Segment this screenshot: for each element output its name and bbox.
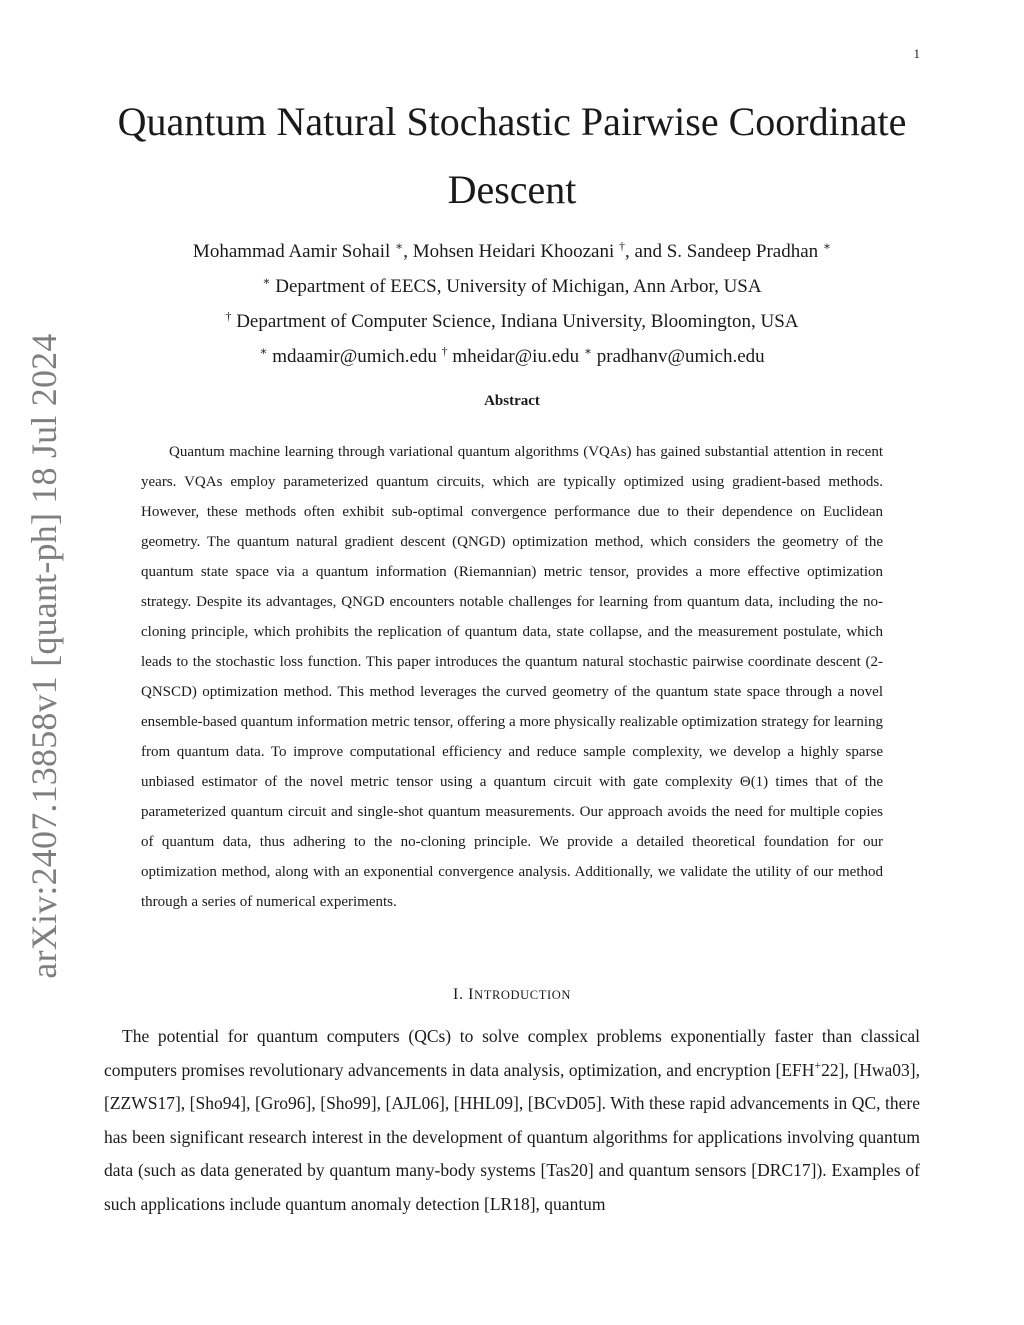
paper-title: Quantum Natural Stochastic Pairwise Coordinate Descent — [117, 99, 907, 212]
affiliation-mark: ∗ — [395, 239, 404, 253]
page-number: 1 — [913, 46, 920, 61]
section-heading-introduction — [104, 986, 920, 1004]
affiliation-mark: ∗ — [262, 274, 271, 288]
affiliation-mark: † — [225, 309, 232, 323]
section-numeral: I. — [453, 986, 469, 1003]
email-text: mdaamir@umich.edu — [267, 346, 442, 367]
author-list — [104, 234, 920, 269]
abstract-body: Quantum machine learning through variational quantum algorithms (VQAs) has gained substantial attention in recent years. VQAs employ parameterized quantum circuits, which are typically optimized using gradient-based methods. However, these methods often exhibit sub-optimal convergence performance due to their dependence on Euclidean geometry. The quantum natural gradient descent (QNGD) optimization method, which considers the geometry of the quantum state space via a quantum information (Riemannian) metric tensor, provides a more effective optimization strategy. Despite its advantages, QNGD encounters notable challenges for learning from quantum data, including the no-cloning principle, which prohibits the replication of quantum data, state collapse, and the measurement postulate, which leads to the stochastic loss function. This paper introduces the quantum natural stochastic pairwise coordinate descent (2-QNSCD) optimization method. This method leverages the curved geometry of the quantum state space through a novel ensemble-based quantum information metric tensor, offering a more physically realizable optimization strategy for learning from quantum data. To improve computational efficiency and reduce sample complexity, we develop a highly sparse unbiased estimator of the novel metric tensor using a quantum circuit with gate complexity Θ(1) times that of the parameterized quantum circuit and single-shot quantum measurements. Our approach avoids the need for multiple copies of quantum data, thus adhering to the no-cloning principle. We provide a detailed theoretical foundation for our optimization method, along with an exponential convergence analysis. Additionally, we validate the utility of our method through a series of numerical experiments. — [141, 444, 883, 910]
arxiv-identifier-stamp: arXiv:2407.13858v1 [quant-ph] 18 Jul 2024 — [24, 333, 64, 979]
email-line — [104, 339, 920, 374]
affiliation-text: Department of EECS, University of Michigan, Ann Arbor, USA — [270, 276, 762, 297]
author-block — [104, 234, 920, 374]
affiliation-mark: ∗ — [822, 239, 832, 253]
intro-text-part2: 22], [Hwa03], [ZZWS17], [Sho94], [Gro96], [Sho99], [AJL06], [HHL09], [BCvD05]. With these rapid advancements in QC, there has been significant research interest in the development of quantum algorithms for applications involving quantum data (such as data generated by quantum many-body systems [Tas20] and quantum sensors [DRC17]). Examples of such applications include quantum anomaly detection [LR18], quantum — [104, 1059, 920, 1214]
section-title-rest: NTRODUCTION — [474, 988, 571, 1002]
author-name: , Mohsen Heidari Khoozani — [403, 241, 620, 262]
affiliation-text: Department of Computer Science, Indiana University, Bloomington, USA — [231, 311, 799, 332]
affiliation-line — [104, 304, 920, 339]
section-title-initial: I — [468, 986, 475, 1003]
intro-text-part1: The potential for quantum computers (QCs) to solve complex problems exponentially faster than classical computers promises revolutionary advancements in data analysis, optimization, and encryption [EFH — [104, 1026, 920, 1080]
affiliation-mark: † — [441, 344, 448, 358]
affiliation-mark: ∗ — [259, 344, 268, 358]
introduction-paragraph — [104, 1020, 920, 1221]
affiliation-line — [104, 269, 920, 304]
email-text: pradhanv@umich.edu — [592, 346, 765, 367]
abstract-heading: Abstract — [484, 393, 540, 409]
citation-superscript: + — [814, 1057, 822, 1072]
affiliation-mark: † — [619, 239, 626, 253]
author-name: , and S. Sandeep Pradhan — [625, 241, 823, 262]
author-name: Mohammad Aamir Sohail — [192, 241, 391, 262]
email-text: mheidar@iu.edu — [447, 346, 584, 367]
affiliation-mark: ∗ — [583, 344, 593, 358]
